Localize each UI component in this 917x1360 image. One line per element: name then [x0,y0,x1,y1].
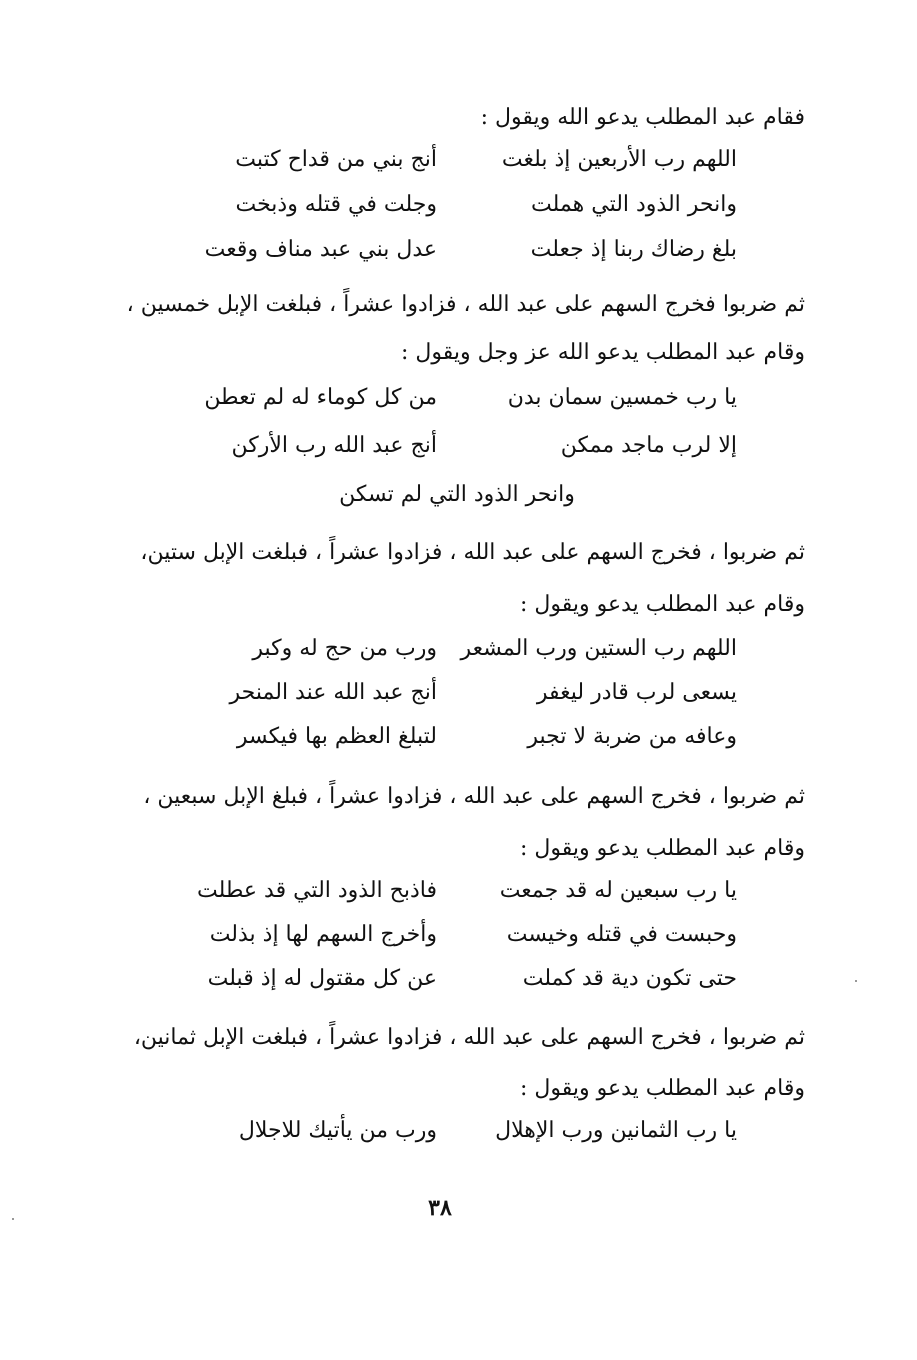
verse-first-hemistich: إلا لرب ماجد ممكن [560,433,737,458]
verse-second-hemistich: وجلت في قتله وذبخت [235,192,437,217]
prose-line: ثم ضربوا ، فخرج السهم على عبد الله ، فزادوا عشراً ، فبلغت الإبل ستين، [140,540,805,565]
prose-line: وقام عبد المطلب يدعو ويقول : [519,836,805,861]
scan-speck [12,1218,14,1220]
verse-first-hemistich: اللهم رب الستين ورب المشعر [460,636,737,661]
verse-line [177,878,737,912]
verse-line [177,966,737,1000]
verse-first-hemistich: حتى تكون دية قد كملت [522,966,737,991]
verse-first-hemistich: يا رب الثمانين ورب الإهلال [495,1118,737,1143]
verse-first-hemistich: اللهم رب الأربعين إذ بلغت [501,147,737,172]
verse-second-hemistich: وأخرج السهم لها إذ بذلت [209,922,437,947]
verse-first-hemistich: وحبست في قتله وخيست [506,922,737,947]
verse-second-hemistich: عن كل مقتول له إذ قبلت [207,966,437,991]
prose-line: ثم ضربوا فخرج السهم على عبد الله ، فزادوا عشراً ، فبلغت الإبل خمسين ، [126,292,805,317]
verse-second-hemistich: أنج عبد الله رب الأركن [231,433,437,458]
verse-second-hemistich: عدل بني عبد مناف وقعت [204,237,437,262]
prose-line: وقام عبد المطلب يدعو الله عز وجل ويقول : [400,340,805,365]
verse-line [177,922,737,956]
verse-line [177,147,737,181]
prose-line: فقام عبد المطلب يدعو الله ويقول : [480,105,805,130]
prose-line: وقام عبد المطلب يدعو ويقول : [519,592,805,617]
verse-first-hemistich: يا رب سبعين له قد جمعت [499,878,737,903]
verse-line [177,385,737,419]
verse-first-hemistich: يسعى لرب قادر ليغفر [536,680,737,705]
verse-second-hemistich: لتبلغ العظم بها فيكسر [236,724,437,749]
verse-second-hemistich: ورب من حج له وكبر [252,636,437,661]
prose-line: وقام عبد المطلب يدعو ويقول : [519,1076,805,1101]
verse-line [177,680,737,714]
verse-second-hemistich: أنج عبد الله عند المنحر [229,680,437,705]
verse-second-hemistich: من كل كوماء له لم تعطن [204,385,437,410]
verse-line-centered [177,482,737,516]
verse-hemistich: وانحر الذود التي لم تسكن [339,482,575,507]
verse-second-hemistich: أنج بني من قداح كتبت [235,147,437,172]
verse-first-hemistich: وعافه من ضربة لا تجبر [527,724,737,749]
verse-second-hemistich: فاذبح الذود التي قد عطلت [196,878,437,903]
verse-line [177,192,737,226]
prose-line: ثم ضربوا ، فخرج السهم على عبد الله ، فزادوا عشراً ، فبلغ الإبل سبعين ، [143,784,805,809]
verse-first-hemistich: وانحر الذود التي هملت [531,192,737,217]
verse-line [177,724,737,758]
verse-line [177,433,737,467]
verse-line [177,636,737,670]
verse-first-hemistich: بلغ رضاك ربنا إذ جعلت [530,237,737,262]
page-number: ٣٨ [428,1195,452,1221]
prose-line: ثم ضربوا ، فخرج السهم على عبد الله ، فزادوا عشراً ، فبلغت الإبل ثمانين، [133,1025,805,1050]
verse-line [177,1118,737,1152]
scan-speck [855,980,857,982]
verse-line [177,237,737,271]
verse-first-hemistich: يا رب خمسين سمان بدن [507,385,737,410]
verse-second-hemistich: ورب من يأتيك للاجلال [238,1118,437,1143]
